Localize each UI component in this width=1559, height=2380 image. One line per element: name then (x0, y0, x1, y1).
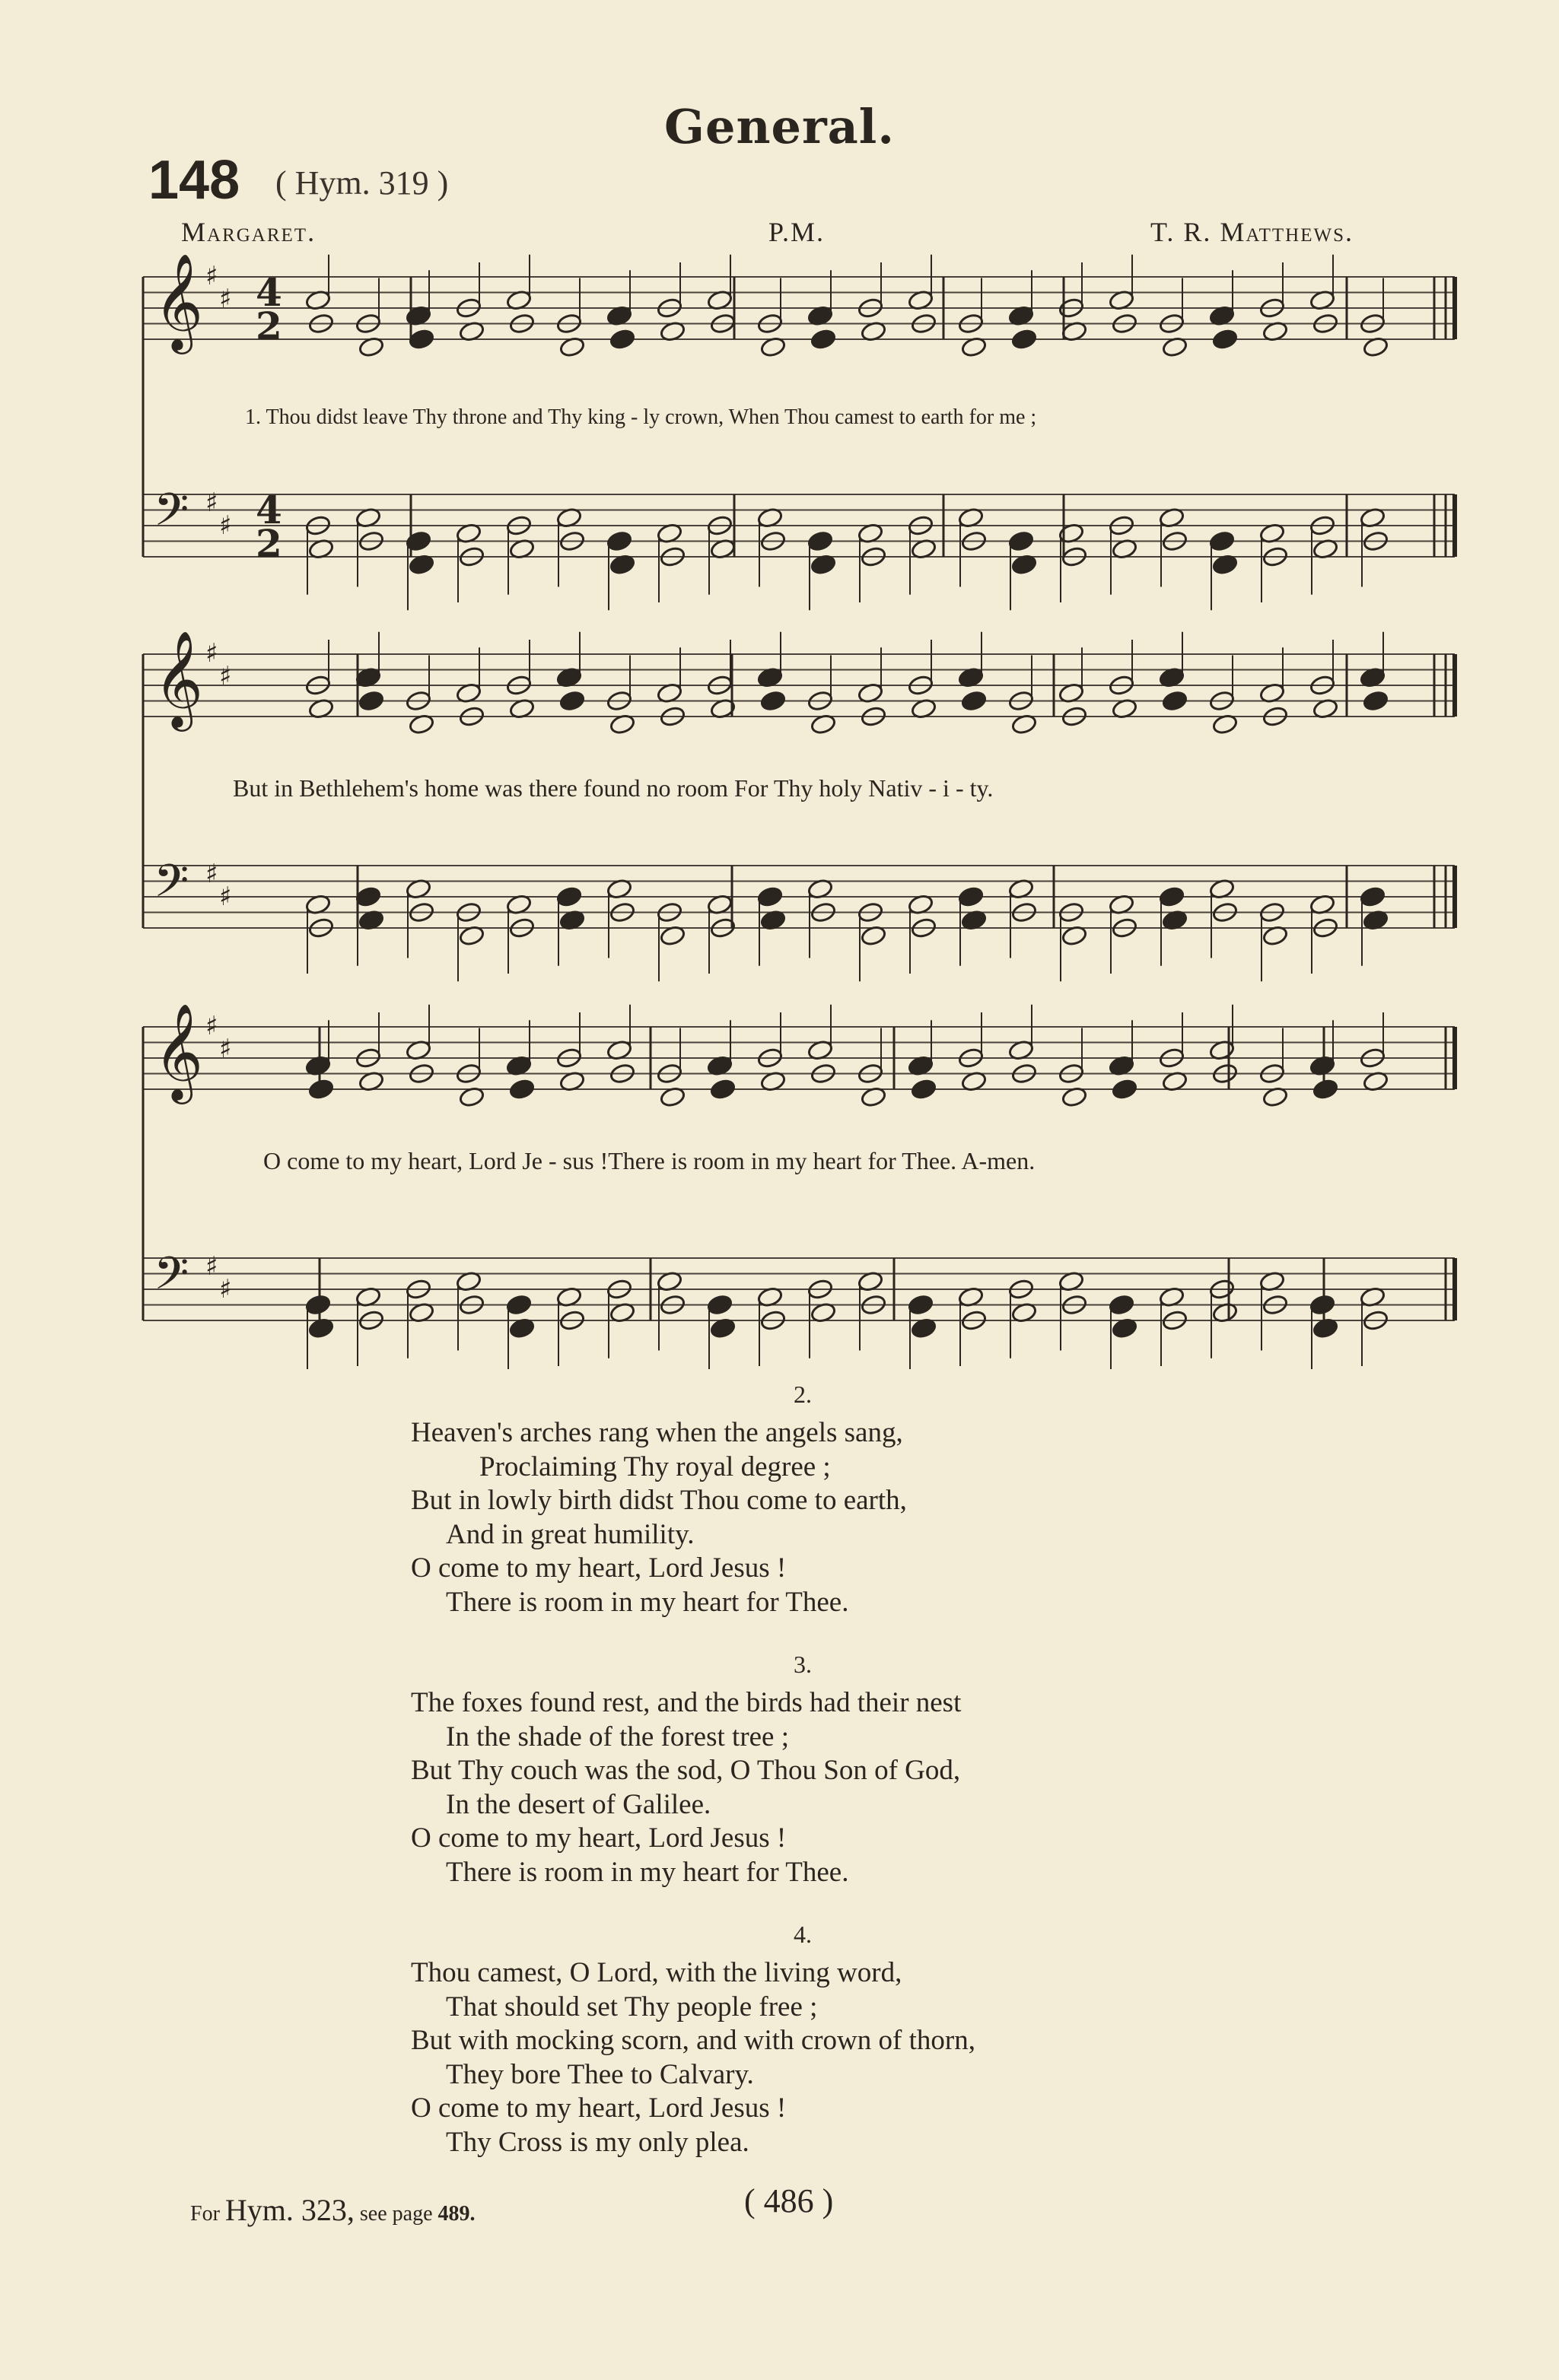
clefs (154, 253, 231, 1311)
quarter-note (508, 1078, 535, 1100)
verse-line: Thy Cross is my only plea. (446, 2126, 749, 2158)
verse-4 (411, 1956, 975, 2159)
sharp-icon: ♯ (205, 488, 218, 518)
sharp-icon: ♯ (205, 1251, 218, 1282)
quarter-note (1108, 1294, 1134, 1316)
quarter-note (807, 530, 833, 552)
verse-line: They bore Thee to Calvary. (446, 2058, 754, 2090)
footer-for: For (190, 2202, 220, 2226)
verse-line: The foxes found rest, and the birds had their nest (411, 1687, 962, 1718)
sharp-icon: ♯ (219, 284, 232, 314)
bass-clef-icon: 𝄢 (154, 483, 189, 547)
verse-number: 4. (794, 1921, 812, 1948)
meter: P.M. (768, 217, 826, 247)
verse-line: And in great humility. (446, 1518, 695, 1550)
quarter-note (810, 328, 836, 350)
quarter-note (307, 1078, 334, 1100)
verse-line: In the shade of the forest tree ; (446, 1721, 790, 1752)
bass-clef-icon: 𝄢 (154, 854, 189, 918)
quarter-note (756, 885, 783, 907)
quarter-note (907, 1294, 934, 1316)
sharp-icon: ♯ (205, 261, 218, 291)
quarter-note (606, 530, 632, 552)
treble-clef-icon: 𝄞 (154, 1003, 204, 1100)
verse-line: O come to my heart, Lord Jesus ! (411, 2092, 787, 2124)
sharp-icon: ♯ (219, 1034, 232, 1064)
verse-line: There is room in my heart for Thee. (446, 1586, 849, 1618)
sharp-icon: ♯ (219, 882, 232, 912)
quarter-note (1211, 328, 1238, 350)
quarter-note (960, 690, 987, 712)
quarter-note (706, 1294, 733, 1316)
verse-line: There is room in my heart for Thee. (446, 1856, 849, 1888)
section-title: General. (664, 99, 895, 154)
quarter-note (609, 328, 635, 350)
treble-clef-icon: 𝄞 (154, 253, 204, 350)
footer-see-page: 489. (437, 2202, 476, 2226)
quarter-note (505, 1294, 532, 1316)
sharp-icon: ♯ (205, 859, 218, 889)
treble-clef-icon: 𝄞 (154, 630, 204, 727)
page-number: ( 486 ) (744, 2182, 834, 2220)
sharp-icon: ♯ (219, 1274, 232, 1304)
quarter-note (355, 885, 381, 907)
verse-number: 2. (794, 1381, 812, 1408)
sharp-icon: ♯ (219, 661, 232, 691)
quarter-note (957, 885, 984, 907)
verse-line: That should set Thy people free ; (446, 1991, 818, 2023)
tune-name: Margaret. (181, 217, 317, 247)
verse-number: 3. (794, 1651, 812, 1678)
verse-line: Heaven's arches rang when the angels sang, (411, 1417, 903, 1448)
hymn-reference: ( Hym. 319 ) (275, 164, 449, 202)
verse-3 (411, 1686, 961, 1889)
verse-line: Proclaiming Thy royal degree ; (479, 1451, 831, 1482)
lyric-line-3: O come to my heart, Lord Je - sus !There is room in my heart for Thee. A-men. (263, 1147, 1036, 1174)
quarter-note (1309, 1294, 1335, 1316)
quarter-note (358, 690, 384, 712)
quarter-note (1010, 328, 1037, 350)
verse-line: O come to my heart, Lord Jesus ! (411, 1552, 787, 1584)
quarter-note (1359, 885, 1386, 907)
quarter-note (555, 885, 582, 907)
quarter-note (1362, 690, 1389, 712)
time-signature-top: 4 (256, 488, 282, 532)
sharp-icon: ♯ (205, 638, 218, 669)
quarter-note (910, 1078, 937, 1100)
quarter-note (1312, 1078, 1338, 1100)
quarter-note (1007, 530, 1034, 552)
composer: T. R. Matthews. (1150, 217, 1354, 247)
time-signature-bottom: 2 (256, 303, 282, 348)
quarter-note (1158, 885, 1185, 907)
sharp-icon: ♯ (219, 510, 232, 541)
quarter-note (405, 530, 431, 552)
sharp-icon: ♯ (205, 1011, 218, 1041)
lyric-line-2: But in Bethlehem's home was there found no room For Thy holy Nativ - i - ty. (233, 774, 994, 802)
hymn-number: 148 (148, 150, 240, 211)
quarter-note (1161, 690, 1188, 712)
verse-line: Thou camest, O Lord, with the living word, (411, 1957, 902, 1988)
verse-line: But in lowly birth didst Thou come to earth, (411, 1485, 907, 1516)
quarter-note (1111, 1078, 1137, 1100)
lyric-line-1: 1. Thou didst leave Thy throne and Thy king - ly crown, When Thou camest to earth for me ; (245, 405, 1037, 429)
footer-see: see page (359, 2202, 433, 2226)
quarter-note (558, 690, 585, 712)
quarter-note (1208, 530, 1235, 552)
quarter-note (408, 328, 434, 350)
quarter-note (304, 1294, 331, 1316)
quarter-note (709, 1078, 736, 1100)
footer-cross-reference (190, 2192, 476, 2228)
verse-line: In the desert of Galilee. (446, 1788, 711, 1820)
quarter-note (759, 690, 786, 712)
time-signature-top: 4 (256, 270, 282, 315)
bass-clef-icon: 𝄢 (154, 1247, 189, 1311)
time-signature-bottom: 2 (256, 521, 282, 566)
verse-line: But with mocking scorn, and with crown of thorn, (411, 2025, 975, 2056)
footer-hymn-ref: Hym. 323, (224, 2193, 355, 2227)
verse-2 (411, 1416, 907, 1619)
verse-line: But Thy couch was the sod, O Thou Son of God, (411, 1755, 961, 1786)
verse-line: O come to my heart, Lord Jesus ! (411, 1822, 787, 1854)
